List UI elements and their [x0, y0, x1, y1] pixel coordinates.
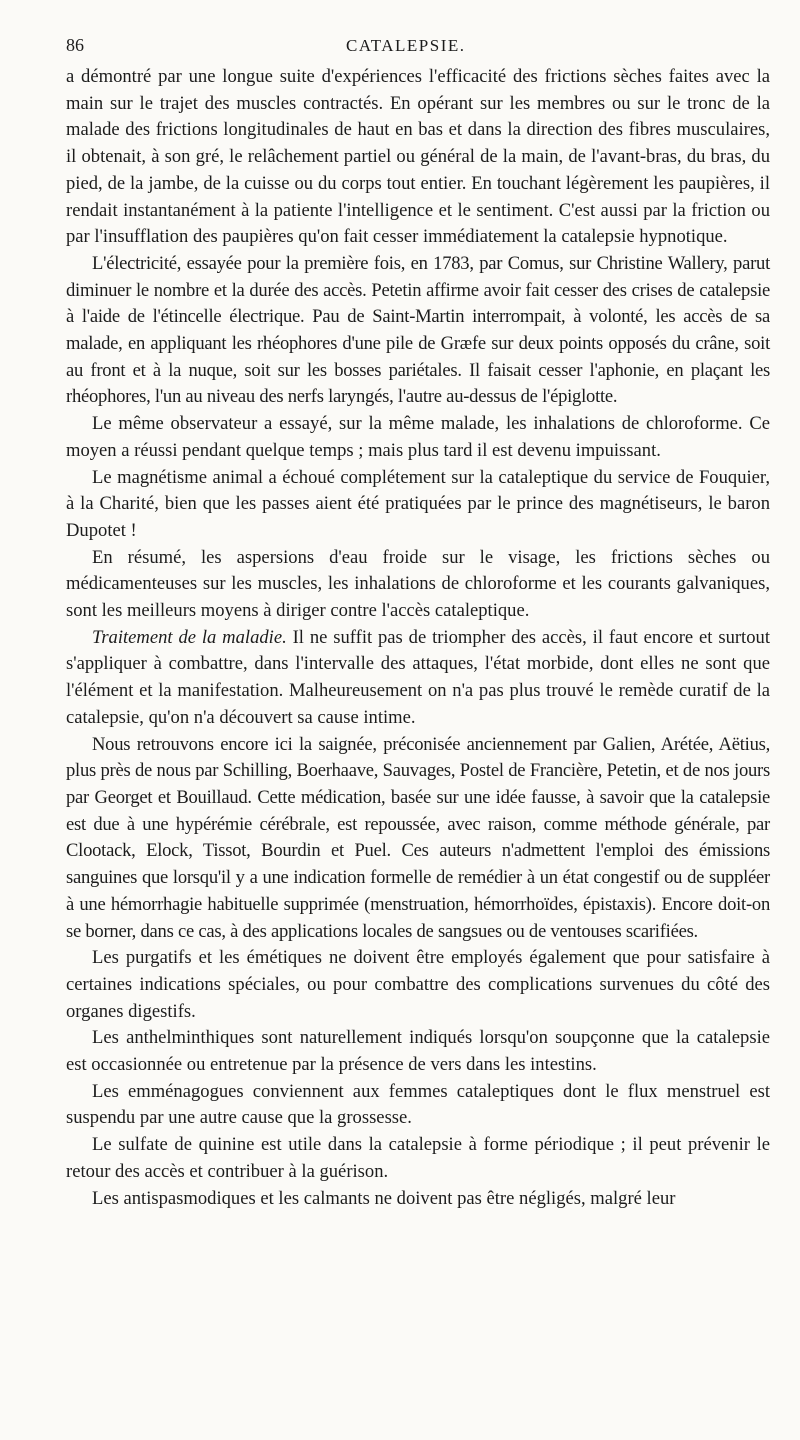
paragraph-text: Le sulfate de quinine est utile dans la catalepsie à forme périodique ; il peut prévenir le retour des accès et contribuer à la guérison. [66, 1134, 770, 1182]
paragraph-text: Nous retrouvons encore ici la saignée, préconisée anciennement par Galien, Arétée, Aëtius, plus près de nous par Schilling, Boerhaave, Sauvages, Postel de Francière, Petetin, et de nos jours par Georget et Bouillaud. Cette médication, basée sur une idée fausse, à savoir que la catalepsie est due à une hypérémie cérébrale, est repoussée, avec raison, comme méthode générale, par Clootack, Elock, Tissot, Bourdin et Puel. Ces auteurs n'admettent l'emploi des émissions sanguines que lorsqu'il y a une indication formelle de remédier à un état congestif ou de suppléer à une hémorrhagie habituelle supprimée (menstruation, hémorrhoïdes, épistaxis). Encore doit-on se borner, dans ce cas, à des applications locales de sangsues ou de ventouses scarifiées. [66, 733, 770, 942]
paragraph-quinine [66, 1132, 770, 1185]
paragraph-text: En résumé, les aspersions d'eau froide sur le visage, les frictions sèches ou médicamenteuses sur les muscles, les inhalations de chloroforme et les courants galvaniques, sont les meilleurs moyens à diriger contre l'accès cataleptique. [66, 546, 770, 622]
page-number: 86 [66, 35, 84, 55]
paragraph-electricite [66, 251, 770, 411]
paragraph-saignee [66, 732, 770, 946]
section-heading: Traitement de la maladie. [92, 626, 287, 648]
paragraph-antispasmodiques [66, 1186, 770, 1213]
paragraph-emmenagogues [66, 1079, 770, 1132]
paragraph-text: Il ne suffit pas de triompher des accès, il faut encore et surtout s'appliquer à combattre, dans l'intervalle des attaques, l'état morbide, dont elles ne sont que l'élément et la manifestation. Malheureusement on n'a pas plus trouvé le remède curatif de la catalepsie, qu'on n'a découvert sa cause intime. [66, 626, 770, 728]
paragraph-text: Les anthelminthiques sont naturellement indiqués lorsqu'on soupçonne que la catalepsie est occasionnée ou entretenue par la présence de vers dans les intestins. [66, 1027, 770, 1076]
running-title: CATALEPSIE. [346, 36, 466, 55]
paragraph-text: Le même observateur a essayé, sur la même malade, les inhalations de chloroforme. Ce moyen a réussi pendant quelque temps ; mais plus tard il est devenu impuissant. [66, 413, 770, 461]
paragraph-chloroforme [66, 411, 770, 464]
book-page [66, 32, 770, 1212]
paragraph-anthelminthiques [66, 1025, 770, 1078]
paragraph-frictions [66, 64, 770, 251]
paragraph-magnetisme [66, 465, 770, 545]
page-header [66, 32, 770, 62]
paragraph-text: Les emménagogues conviennent aux femmes cataleptiques dont le flux menstruel est suspendu par une autre cause que la grossesse. [66, 1080, 770, 1129]
paragraph-text: Les antispasmodiques et les calmants ne doivent pas être négligés, malgré leur [92, 1187, 676, 1209]
paragraph-text: Le magnétisme animal a échoué complétement sur la cataleptique du service de Fouquier, à la Charité, bien que les passes aient été pratiquées par le prince des magnétiseurs, le baron Dupotet ! [66, 466, 770, 541]
paragraph-traitement [66, 625, 770, 732]
paragraph-text: Les purgatifs et les émétiques ne doivent être employés également que pour satisfaire à certaines indications spéciales, ou pour combattre des complications survenues du côté des organes digestifs. [66, 947, 770, 1022]
paragraph-purgatifs [66, 945, 770, 1025]
paragraph-resume [66, 545, 770, 625]
paragraph-text: L'électricité, essayée pour la première fois, en 1783, par Comus, sur Christine Wallery, parut diminuer le nombre et la durée des accès. Petetin affirme avoir fait cesser des crises de catalepsie à l'aide de l'étincelle électrique. Pau de Saint-Martin interrompait, à volonté, les accès de sa malade, en appliquant les rhéophores d'une pile de Græfe sur deux points opposés du crâne, soit au front et à la nuque, soit sur les bosses pariétales. Il faisait cesser l'aphonie, en plaçant les rhéophores, l'un au niveau des nerfs laryngés, l'autre au-dessus de l'épiglotte. [66, 252, 770, 408]
paragraph-text: a démontré par une longue suite d'expériences l'efficacité des frictions sèches faites avec la main sur le trajet des muscles contractés. En opérant sur les membres ou sur le tronc de la malade des frictions longitudinales de haut en bas et dans la direction des fibres musculaires, il obtenait, à son gré, le relâchement partiel ou général de la main, de l'avant-bras, du bras, du pied, de la jambe, de la cuisse ou du corps tout entier. En touchant légèrement les paupières, il rendait instantanément à la patiente l'intelligence et le sentiment. C'est aussi par la friction ou par l'insufflation des paupières qu'on fait cesser immédiatement la catalepsie hypnotique. [66, 66, 770, 248]
